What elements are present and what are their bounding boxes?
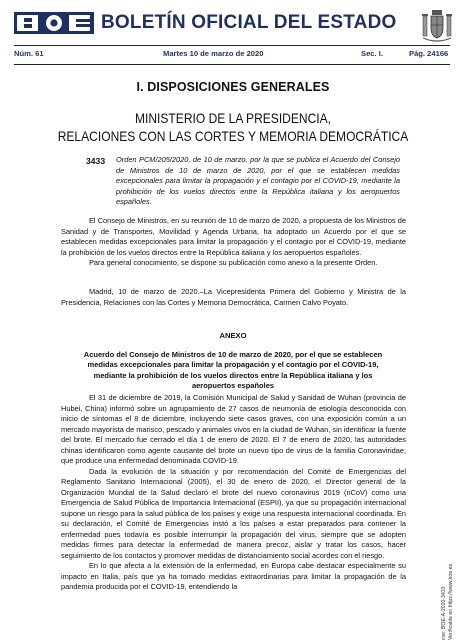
- intro-text: [61, 216, 406, 269]
- paragraph: Para general conocimiento, se dispone su publicación como anexo a la presente Orden.: [89, 258, 378, 267]
- paragraph: El Consejo de Ministros, en su reunión de 10 de marzo de 2020, a propuesta de los Ministros de Sanidad y de Transportes, Movilidad y Agenda Urbana, ha adoptado un Acuerdo por el que se establecen medidas excepcionales para limitar la propagación y el contagio por el COVID-19, mediante la prohibición de los vuelos directos entre la República italiana y los aeropuertos españoles.: [61, 216, 406, 257]
- coat-of-arms-icon: [420, 8, 454, 44]
- ministry-heading: [33, 109, 434, 145]
- section-title: I. DISPOSICIONES GENERALES: [136, 80, 330, 94]
- verification-note: [441, 564, 454, 640]
- header-rule-top: [14, 45, 450, 46]
- section-label: Sec. I.: [361, 49, 383, 58]
- annex-text: [61, 393, 406, 593]
- header-rule-bottom: [14, 64, 450, 65]
- annex-heading: Acuerdo del Consejo de Ministros de 10 de marzo de 2020, por el que se establecen medidas excepcionales para limitar la propagación y el contagio por el COVID-19, mediante la prohibición de los vuelos directos entre la República italiana y los aeropuertos españoles: [83, 350, 383, 391]
- ministry-line: MINISTERIO DE LA PRESIDENCIA,: [134, 110, 332, 126]
- paragraph: Dada la evolución de la situación y por recomendación del Comité de Emergencias del Reglamento Sanitario Internacional (2005), el 30 de enero de 2020, el Director general de la Organización Mundial de la Salud declaró el brote del nuevo coronavirus 2019 (nCoV) como una Emergencia de Salud Pública de Importancia Internacional (ESPII), ya que su propagación internacional supone un riesgo para la salud pública de los países y exige una respuesta internacional coordinada. En su declaración, el Comité de Emergencias instó a los países a estar preparados para contener la enfermedad pues todavía es posible interrumpir la propagación del virus, siempre que se adopten medidas firmes para detectar la enfermedad de manera precoz, aislar y tratar los casos, hacer seguimiento de los contactos y promover medidas de distanciamiento social acordes con el riesgo.: [61, 466, 406, 560]
- signature-text: [61, 287, 406, 308]
- cve-code: cve: BOE-A-2020-3433: [441, 586, 447, 640]
- annex-title: ANEXO: [219, 331, 247, 340]
- signature: Madrid, 10 de marzo de 2020.–La Vicepresidenta Primera del Gobierno y Ministra de la Presidencia, Relaciones con las Cortes y Memoria Democrática, Carmen Calvo Poyato.: [61, 287, 406, 307]
- issue-date: Martes 10 de marzo de 2020: [163, 49, 264, 58]
- boe-logo: [14, 12, 94, 34]
- disposition-summary: Orden PCM/205/2020, de 10 de marzo, por la que se publica el Acuerdo del Consejo de Ministros de 10 de marzo de 2020, por el que se establecen medidas excepcionales para limitar la propagación y el contagio por el COVID-19, mediante la prohibición de los vuelos directos entre la República italiana y los aeropuertos españoles.: [116, 155, 400, 206]
- paragraph: El 31 de diciembre de 2019, la Comisión Municipal de Salud y Sanidad de Wuhan (provincia de Hubei, China) informó sobre un agrupamiento de 27 casos de neumonía de etiología desconocida con inicio de síntomas el 8 de diciembre, incluyendo siete casos graves, con una exposición común a un mercado mayorista de marisco, pescado y animales vivos en la ciudad de Wuhan, sin identificar la fuente del brote. El mercado fue cerrado el día 1 de enero de 2020. El 7 de enero de 2020, las autoridades chinas identificaron como agente causante del brote un nuevo tipo de virus de la familia Coronaviridae, que produce una enfermedad denominada COVID-19.: [61, 393, 406, 465]
- publication-title: BOLETÍN OFICIAL DEL ESTADO: [101, 12, 397, 33]
- paragraph: En lo que afecta a la extensión de la enfermedad, en Europa cabe destacar especialmente su impacto en Italia, país que ya ha tomado medidas extraordinarias para limitar la propagación de la pandemia producida por el COVID-19, entendiendo la: [61, 561, 406, 591]
- page-number: Pág. 24166: [409, 49, 449, 58]
- ministry-line: RELACIONES CON LAS CORTES Y MEMORIA DEMOCRÁTICA: [57, 128, 409, 144]
- verification-url: Verificable en https://www.boe.es: [447, 563, 454, 640]
- issue-number: Núm. 61: [14, 49, 44, 58]
- disposition-number: 3433: [86, 156, 106, 166]
